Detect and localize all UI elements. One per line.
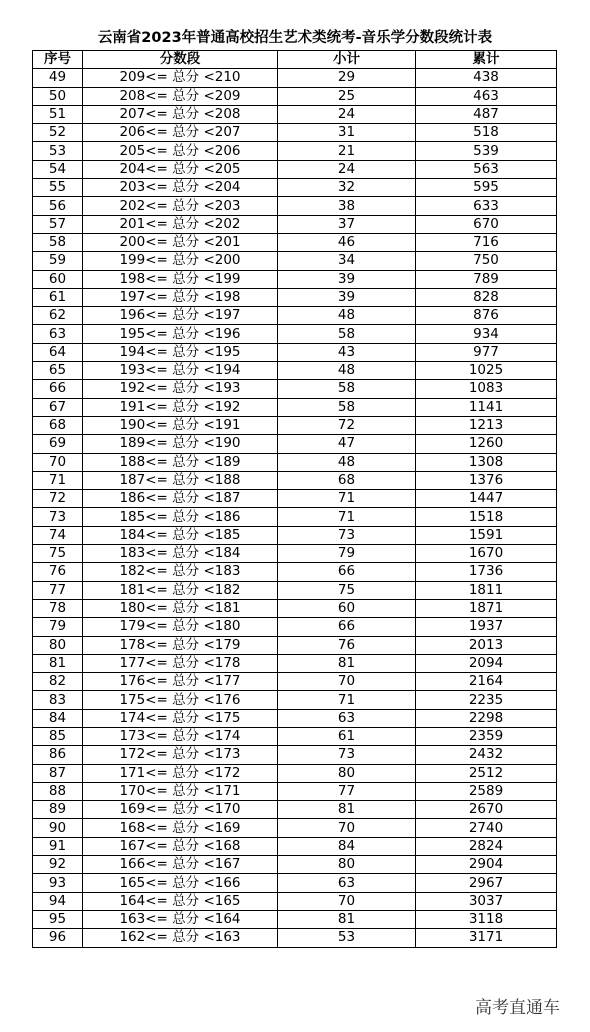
table-row	[33, 929, 557, 947]
row-index: 57	[33, 215, 83, 233]
cumulative: 2094	[416, 654, 557, 672]
row-index: 89	[33, 801, 83, 819]
score-range: 183<= 总分 <184	[83, 545, 278, 563]
subtotal: 31	[278, 124, 416, 142]
subtotal: 70	[278, 892, 416, 910]
cumulative: 2235	[416, 691, 557, 709]
table-row	[33, 636, 557, 654]
cumulative: 595	[416, 179, 557, 197]
subtotal: 84	[278, 837, 416, 855]
table-row	[33, 618, 557, 636]
table-row	[33, 709, 557, 727]
score-range: 206<= 总分 <207	[83, 124, 278, 142]
table-row	[33, 801, 557, 819]
cumulative: 463	[416, 87, 557, 105]
score-range: 162<= 总分 <163	[83, 929, 278, 947]
cumulative: 539	[416, 142, 557, 160]
subtotal: 47	[278, 435, 416, 453]
subtotal: 21	[278, 142, 416, 160]
subtotal: 76	[278, 636, 416, 654]
score-range: 172<= 总分 <173	[83, 746, 278, 764]
score-range: 187<= 总分 <188	[83, 471, 278, 489]
row-index: 53	[33, 142, 83, 160]
row-index: 49	[33, 69, 83, 87]
subtotal: 48	[278, 307, 416, 325]
cumulative: 670	[416, 215, 557, 233]
table-row	[33, 746, 557, 764]
table-row	[33, 343, 557, 361]
table-row	[33, 471, 557, 489]
row-index: 80	[33, 636, 83, 654]
score-range: 198<= 总分 <199	[83, 270, 278, 288]
score-range: 207<= 总分 <208	[83, 105, 278, 123]
subtotal: 80	[278, 856, 416, 874]
score-range: 179<= 总分 <180	[83, 618, 278, 636]
cumulative: 876	[416, 307, 557, 325]
watermark: 高考直通车	[473, 993, 562, 1018]
table-row	[33, 124, 557, 142]
subtotal: 70	[278, 673, 416, 691]
cumulative: 750	[416, 252, 557, 270]
score-range: 200<= 总分 <201	[83, 233, 278, 251]
score-distribution-table	[32, 50, 557, 948]
score-range: 205<= 总分 <206	[83, 142, 278, 160]
row-index: 87	[33, 764, 83, 782]
subtotal: 75	[278, 581, 416, 599]
row-index: 96	[33, 929, 83, 947]
subtotal: 71	[278, 691, 416, 709]
subtotal: 73	[278, 746, 416, 764]
row-index: 60	[33, 270, 83, 288]
header-subtotal: 小计	[278, 51, 416, 69]
score-range: 188<= 总分 <189	[83, 453, 278, 471]
cumulative: 828	[416, 288, 557, 306]
cumulative: 1736	[416, 563, 557, 581]
table-row	[33, 215, 557, 233]
subtotal: 60	[278, 599, 416, 617]
cumulative: 716	[416, 233, 557, 251]
header-row	[33, 51, 557, 69]
score-range: 197<= 总分 <198	[83, 288, 278, 306]
subtotal: 43	[278, 343, 416, 361]
row-index: 88	[33, 782, 83, 800]
table-row	[33, 398, 557, 416]
cumulative: 1141	[416, 398, 557, 416]
cumulative: 2824	[416, 837, 557, 855]
table-row	[33, 105, 557, 123]
subtotal: 81	[278, 654, 416, 672]
table-row	[33, 453, 557, 471]
score-range: 163<= 总分 <164	[83, 910, 278, 928]
row-index: 65	[33, 362, 83, 380]
score-range: 174<= 总分 <175	[83, 709, 278, 727]
subtotal: 79	[278, 545, 416, 563]
table-row	[33, 892, 557, 910]
row-index: 58	[33, 233, 83, 251]
subtotal: 77	[278, 782, 416, 800]
row-index: 95	[33, 910, 83, 928]
table-row	[33, 142, 557, 160]
cumulative: 2904	[416, 856, 557, 874]
table-row	[33, 490, 557, 508]
table-row	[33, 307, 557, 325]
score-range: 181<= 总分 <182	[83, 581, 278, 599]
table-row	[33, 727, 557, 745]
cumulative: 1447	[416, 490, 557, 508]
cumulative: 2298	[416, 709, 557, 727]
score-range: 176<= 总分 <177	[83, 673, 278, 691]
table-row	[33, 362, 557, 380]
row-index: 75	[33, 545, 83, 563]
cumulative: 3037	[416, 892, 557, 910]
subtotal: 81	[278, 910, 416, 928]
cumulative: 1591	[416, 526, 557, 544]
score-range: 169<= 总分 <170	[83, 801, 278, 819]
subtotal: 66	[278, 563, 416, 581]
row-index: 77	[33, 581, 83, 599]
score-range: 204<= 总分 <205	[83, 160, 278, 178]
row-index: 86	[33, 746, 83, 764]
table-row	[33, 673, 557, 691]
cumulative: 518	[416, 124, 557, 142]
row-index: 56	[33, 197, 83, 215]
row-index: 69	[33, 435, 83, 453]
cumulative: 3118	[416, 910, 557, 928]
table-row	[33, 233, 557, 251]
subtotal: 70	[278, 819, 416, 837]
score-range: 199<= 总分 <200	[83, 252, 278, 270]
score-range: 178<= 总分 <179	[83, 636, 278, 654]
row-index: 83	[33, 691, 83, 709]
cumulative: 1213	[416, 416, 557, 434]
score-range: 189<= 总分 <190	[83, 435, 278, 453]
table-row	[33, 581, 557, 599]
score-range: 185<= 总分 <186	[83, 508, 278, 526]
score-range: 202<= 总分 <203	[83, 197, 278, 215]
score-range: 177<= 总分 <178	[83, 654, 278, 672]
table-row	[33, 270, 557, 288]
subtotal: 48	[278, 362, 416, 380]
subtotal: 80	[278, 764, 416, 782]
table-row	[33, 160, 557, 178]
cumulative: 2589	[416, 782, 557, 800]
subtotal: 25	[278, 87, 416, 105]
row-index: 70	[33, 453, 83, 471]
row-index: 93	[33, 874, 83, 892]
row-index: 94	[33, 892, 83, 910]
table-row	[33, 563, 557, 581]
row-index: 90	[33, 819, 83, 837]
table-row	[33, 599, 557, 617]
table-row	[33, 380, 557, 398]
table-row	[33, 197, 557, 215]
cumulative: 438	[416, 69, 557, 87]
subtotal: 29	[278, 69, 416, 87]
cumulative: 1083	[416, 380, 557, 398]
row-index: 55	[33, 179, 83, 197]
subtotal: 39	[278, 288, 416, 306]
subtotal: 81	[278, 801, 416, 819]
score-range: 186<= 总分 <187	[83, 490, 278, 508]
score-range: 194<= 总分 <195	[83, 343, 278, 361]
subtotal: 63	[278, 874, 416, 892]
score-range: 173<= 总分 <174	[83, 727, 278, 745]
header-cumulative: 累计	[416, 51, 557, 69]
row-index: 81	[33, 654, 83, 672]
table-row	[33, 69, 557, 87]
score-range: 182<= 总分 <183	[83, 563, 278, 581]
table-row	[33, 545, 557, 563]
score-range: 196<= 总分 <197	[83, 307, 278, 325]
score-range: 171<= 总分 <172	[83, 764, 278, 782]
table-row	[33, 874, 557, 892]
table-row	[33, 691, 557, 709]
subtotal: 72	[278, 416, 416, 434]
row-index: 71	[33, 471, 83, 489]
cumulative: 2512	[416, 764, 557, 782]
table-row	[33, 910, 557, 928]
score-range: 201<= 总分 <202	[83, 215, 278, 233]
subtotal: 63	[278, 709, 416, 727]
row-index: 64	[33, 343, 83, 361]
score-range: 168<= 总分 <169	[83, 819, 278, 837]
cumulative: 3171	[416, 929, 557, 947]
cumulative: 2967	[416, 874, 557, 892]
row-index: 54	[33, 160, 83, 178]
score-range: 170<= 总分 <171	[83, 782, 278, 800]
cumulative: 1518	[416, 508, 557, 526]
subtotal: 61	[278, 727, 416, 745]
table-row	[33, 654, 557, 672]
row-index: 74	[33, 526, 83, 544]
subtotal: 48	[278, 453, 416, 471]
table-row	[33, 416, 557, 434]
score-range: 209<= 总分 <210	[83, 69, 278, 87]
row-index: 51	[33, 105, 83, 123]
row-index: 67	[33, 398, 83, 416]
subtotal: 24	[278, 160, 416, 178]
row-index: 66	[33, 380, 83, 398]
row-index: 73	[33, 508, 83, 526]
row-index: 79	[33, 618, 83, 636]
cumulative: 977	[416, 343, 557, 361]
row-index: 78	[33, 599, 83, 617]
score-range: 190<= 总分 <191	[83, 416, 278, 434]
score-range: 164<= 总分 <165	[83, 892, 278, 910]
cumulative: 1937	[416, 618, 557, 636]
table-row	[33, 288, 557, 306]
cumulative: 1308	[416, 453, 557, 471]
cumulative: 789	[416, 270, 557, 288]
score-range: 167<= 总分 <168	[83, 837, 278, 855]
score-range: 180<= 总分 <181	[83, 599, 278, 617]
row-index: 62	[33, 307, 83, 325]
cumulative: 2164	[416, 673, 557, 691]
row-index: 84	[33, 709, 83, 727]
subtotal: 71	[278, 490, 416, 508]
table-row	[33, 252, 557, 270]
cumulative: 1871	[416, 599, 557, 617]
subtotal: 24	[278, 105, 416, 123]
score-range: 175<= 总分 <176	[83, 691, 278, 709]
table-row	[33, 764, 557, 782]
cumulative: 1025	[416, 362, 557, 380]
table-title: 云南省2023年普通高校招生艺术类统考-音乐学分数段统计表	[97, 30, 493, 46]
subtotal: 58	[278, 380, 416, 398]
score-range: 192<= 总分 <193	[83, 380, 278, 398]
table-row	[33, 179, 557, 197]
table-row	[33, 508, 557, 526]
cumulative: 1260	[416, 435, 557, 453]
cumulative: 2359	[416, 727, 557, 745]
score-range: 203<= 总分 <204	[83, 179, 278, 197]
cumulative: 2740	[416, 819, 557, 837]
header-score-range: 分数段	[83, 51, 278, 69]
row-index: 76	[33, 563, 83, 581]
cumulative: 1376	[416, 471, 557, 489]
subtotal: 68	[278, 471, 416, 489]
subtotal: 46	[278, 233, 416, 251]
row-index: 63	[33, 325, 83, 343]
table-row	[33, 526, 557, 544]
subtotal: 32	[278, 179, 416, 197]
cumulative: 563	[416, 160, 557, 178]
subtotal: 58	[278, 398, 416, 416]
table-row	[33, 837, 557, 855]
table-row	[33, 435, 557, 453]
cumulative: 2432	[416, 746, 557, 764]
score-range: 195<= 总分 <196	[83, 325, 278, 343]
score-range: 193<= 总分 <194	[83, 362, 278, 380]
subtotal: 73	[278, 526, 416, 544]
cumulative: 487	[416, 105, 557, 123]
table-row	[33, 782, 557, 800]
row-index: 61	[33, 288, 83, 306]
cumulative: 1811	[416, 581, 557, 599]
table-row	[33, 856, 557, 874]
cumulative: 2670	[416, 801, 557, 819]
subtotal: 34	[278, 252, 416, 270]
table-row	[33, 87, 557, 105]
header-index: 序号	[33, 51, 83, 69]
subtotal: 66	[278, 618, 416, 636]
score-range: 165<= 总分 <166	[83, 874, 278, 892]
row-index: 72	[33, 490, 83, 508]
row-index: 52	[33, 124, 83, 142]
row-index: 59	[33, 252, 83, 270]
row-index: 50	[33, 87, 83, 105]
row-index: 82	[33, 673, 83, 691]
subtotal: 53	[278, 929, 416, 947]
subtotal: 38	[278, 197, 416, 215]
score-range: 184<= 总分 <185	[83, 526, 278, 544]
score-range: 191<= 总分 <192	[83, 398, 278, 416]
subtotal: 58	[278, 325, 416, 343]
row-index: 68	[33, 416, 83, 434]
table-row	[33, 325, 557, 343]
score-range: 166<= 总分 <167	[83, 856, 278, 874]
cumulative: 1670	[416, 545, 557, 563]
row-index: 85	[33, 727, 83, 745]
subtotal: 39	[278, 270, 416, 288]
row-index: 92	[33, 856, 83, 874]
table-row	[33, 819, 557, 837]
score-range: 208<= 总分 <209	[83, 87, 278, 105]
row-index: 91	[33, 837, 83, 855]
subtotal: 71	[278, 508, 416, 526]
cumulative: 633	[416, 197, 557, 215]
subtotal: 37	[278, 215, 416, 233]
cumulative: 934	[416, 325, 557, 343]
cumulative: 2013	[416, 636, 557, 654]
